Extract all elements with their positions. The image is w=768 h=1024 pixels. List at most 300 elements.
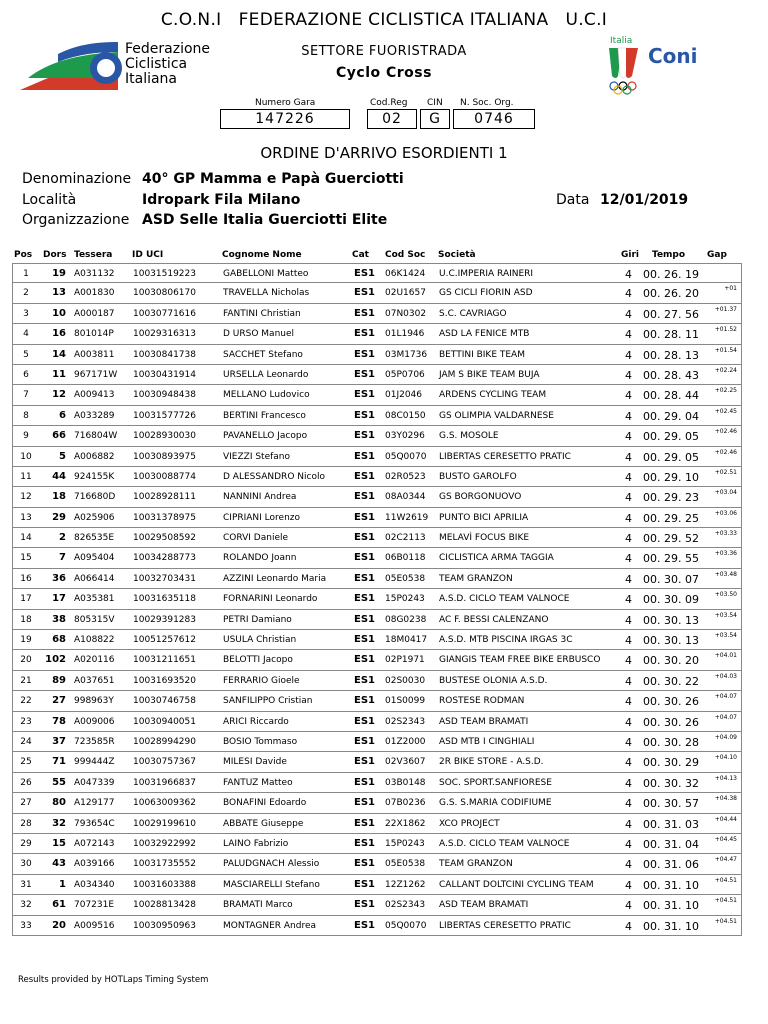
table-row xyxy=(12,916,742,936)
cell-pos: 5 xyxy=(23,349,29,360)
cell-dors: 6 xyxy=(59,409,66,421)
cell-tessera: 716804W xyxy=(74,431,118,442)
cell-cat: ES1 xyxy=(354,572,375,584)
cell-codsoc: 15P0243 xyxy=(385,594,425,605)
cell-codsoc: 05Q0070 xyxy=(385,920,427,931)
cell-dors: 19 xyxy=(52,268,66,279)
cell-pos: 17 xyxy=(20,594,32,605)
cell-dors: 36 xyxy=(52,572,66,584)
numero-gara-label: Numero Gara xyxy=(255,98,316,108)
cell-giri: 4 xyxy=(625,797,632,811)
cell-codsoc: 11W2619 xyxy=(385,512,429,523)
cell-tempo: 00. 30. 26 xyxy=(643,695,699,709)
cell-dors: 89 xyxy=(52,674,66,686)
cell-pos: 14 xyxy=(20,533,32,544)
table-row xyxy=(12,304,742,324)
table-row xyxy=(12,650,742,670)
cell-pos: 1 xyxy=(23,269,29,279)
table-row xyxy=(12,365,742,385)
data-label: Data xyxy=(556,192,590,208)
cell-nome: USULA Christian xyxy=(223,635,297,646)
cell-tessera: A009006 xyxy=(74,716,115,727)
cell-tessera: 716680D xyxy=(74,492,116,503)
cell-cat: ES1 xyxy=(354,654,375,666)
cell-pos: 24 xyxy=(20,736,32,747)
cell-iduci: 10029391283 xyxy=(133,614,196,625)
cell-pos: 22 xyxy=(20,696,32,707)
cell-nome: D URSO Manuel xyxy=(223,329,295,340)
nsoc-label: N. Soc. Org. xyxy=(460,98,514,108)
cell-tessera: 723585R xyxy=(74,736,115,747)
cell-nome: SANFILIPPO Cristian xyxy=(223,696,313,707)
cell-giri: 4 xyxy=(625,491,632,505)
cell-societa: ASD MTB I CINGHIALI xyxy=(439,736,535,747)
table-row xyxy=(12,854,742,874)
cell-cat: ES1 xyxy=(354,532,375,544)
codreg-label: Cod.Reg xyxy=(370,98,408,108)
cell-pos: 6 xyxy=(23,369,29,380)
cell-dors: 32 xyxy=(52,817,66,829)
cell-nome: FANTINI Christian xyxy=(223,308,301,319)
cell-pos: 2 xyxy=(23,288,29,299)
cell-codsoc: 06B0118 xyxy=(385,553,426,564)
cell-nome: FORNARINI Leonardo xyxy=(223,594,318,605)
cell-gap: +02.46 xyxy=(714,448,737,456)
cell-iduci: 10030746758 xyxy=(133,696,196,707)
cell-giri: 4 xyxy=(625,837,632,851)
nsoc-box: 0746 xyxy=(453,109,535,129)
fci-line-1: Federazione xyxy=(125,41,211,57)
cell-dors: 2 xyxy=(59,532,66,544)
cell-iduci: 10028994290 xyxy=(133,736,196,747)
cell-societa: GS BORGONUOVO xyxy=(439,492,522,503)
cell-cat: ES1 xyxy=(354,368,375,380)
cell-giri: 4 xyxy=(625,817,632,831)
cell-gap: +04.09 xyxy=(714,733,737,741)
cell-nome: ABBATE Giuseppe xyxy=(223,818,304,829)
table-row xyxy=(12,324,742,344)
cell-codsoc: 01L1946 xyxy=(385,329,425,340)
cell-gap: +04.10 xyxy=(714,754,737,762)
cell-tempo: 00. 31. 06 xyxy=(643,858,699,872)
cell-pos: 18 xyxy=(20,614,32,625)
cell-giri: 4 xyxy=(625,328,632,342)
cell-nome: CIPRIANI Lorenzo xyxy=(223,512,301,523)
cell-dors: 18 xyxy=(52,491,66,503)
cell-giri: 4 xyxy=(625,613,632,627)
cell-societa: ARDENS CYCLING TEAM xyxy=(439,390,547,401)
cell-giri: 4 xyxy=(625,919,632,933)
cell-cat: ES1 xyxy=(354,511,375,523)
cell-iduci: 10031577726 xyxy=(133,410,196,421)
coni-text: Coni xyxy=(648,44,698,68)
cell-codsoc: 01S0099 xyxy=(385,696,426,707)
cell-giri: 4 xyxy=(625,654,632,668)
cell-tempo: 00. 31. 10 xyxy=(643,899,699,913)
cell-iduci: 10029199610 xyxy=(133,818,196,829)
cell-tessera: 801014P xyxy=(74,329,114,340)
cell-giri: 4 xyxy=(625,450,632,464)
cell-nome: ROLANDO Joann xyxy=(223,553,297,564)
cell-giri: 4 xyxy=(625,899,632,913)
cell-tessera: 924155K xyxy=(74,471,115,482)
cell-societa: MELAVÌ FOCUS BIKE xyxy=(439,533,530,544)
cell-iduci: 10031735552 xyxy=(133,859,196,870)
table-row xyxy=(12,263,742,283)
cell-dors: 14 xyxy=(52,348,66,360)
cell-nome: AZZINI Leonardo Maria xyxy=(223,573,327,584)
localita-value: Idropark Fila Milano xyxy=(142,192,301,208)
cell-tessera: 793654C xyxy=(74,818,115,829)
cell-codsoc: 01J2046 xyxy=(385,390,423,401)
cell-giri: 4 xyxy=(625,776,632,790)
table-row xyxy=(12,487,742,507)
col-header-dors: Dors xyxy=(43,250,67,260)
cell-pos: 27 xyxy=(20,798,32,809)
cell-tempo: 00. 30. 13 xyxy=(643,613,699,627)
cell-nome: GABELLONI Matteo xyxy=(223,269,309,279)
cell-nome: ARICI Riccardo xyxy=(223,716,289,727)
cell-pos: 26 xyxy=(20,777,32,788)
cell-societa: BUSTO GAROLFO xyxy=(439,471,517,482)
cell-societa: GIANGIS TEAM FREE BIKE ERBUSCO xyxy=(439,655,601,666)
cell-cat: ES1 xyxy=(354,491,375,503)
cell-nome: BERTINI Francesco xyxy=(223,410,306,421)
cell-nome: MILESI Davide xyxy=(223,757,287,768)
cell-cat: ES1 xyxy=(354,389,375,401)
document-header-title: C.O.N.I FEDERAZIONE CICLISTICA ITALIANA U.C.I xyxy=(160,10,608,30)
cell-gap: +03.36 xyxy=(714,550,737,558)
cell-tessera: A001830 xyxy=(74,288,115,299)
cell-tempo: 00. 30. 28 xyxy=(643,735,699,749)
cell-giri: 4 xyxy=(625,470,632,484)
cell-dors: 68 xyxy=(52,634,66,646)
cell-nome: MASCIARELLI Stefano xyxy=(223,879,320,890)
cell-cat: ES1 xyxy=(354,307,375,319)
cell-tessera: A039166 xyxy=(74,859,115,870)
cell-nome: VIEZZI Stefano xyxy=(223,451,291,462)
cell-cat: ES1 xyxy=(354,593,375,605)
cell-nome: BELOTTI Jacopo xyxy=(223,655,293,666)
cell-codsoc: 03Y0296 xyxy=(385,431,425,442)
cin-label: CIN xyxy=(427,98,443,108)
cell-cat: ES1 xyxy=(354,715,375,727)
cell-iduci: 10030948438 xyxy=(133,390,196,401)
cell-gap: +04.01 xyxy=(714,652,737,660)
table-row xyxy=(12,569,742,589)
cell-gap: +03.06 xyxy=(714,509,737,517)
cell-tempo: 00. 29. 05 xyxy=(643,450,699,464)
col-header-societa: Società xyxy=(438,250,476,260)
table-row xyxy=(12,447,742,467)
table-row xyxy=(12,589,742,609)
cell-giri: 4 xyxy=(625,552,632,566)
cell-societa: JAM S BIKE TEAM BUJA xyxy=(439,369,540,380)
cell-gap: +03.54 xyxy=(714,632,737,640)
cell-pos: 19 xyxy=(20,635,32,646)
cell-cat: ES1 xyxy=(354,634,375,646)
cell-nome: BONAFINI Edoardo xyxy=(223,798,307,809)
col-header-nome: Cognome Nome xyxy=(222,250,302,260)
cell-pos: 21 xyxy=(20,675,32,686)
cell-societa: ASD TEAM BRAMATI xyxy=(439,716,529,727)
cell-nome: TRAVELLA Nicholas xyxy=(223,288,310,299)
cell-dors: 11 xyxy=(52,368,66,380)
cell-dors: 10 xyxy=(52,307,66,319)
cell-cat: ES1 xyxy=(354,899,375,911)
cell-codsoc: 01Z2000 xyxy=(385,736,426,747)
cell-tessera: A033289 xyxy=(74,410,115,421)
cell-dors: 55 xyxy=(52,776,66,788)
cell-gap: +03.33 xyxy=(714,530,737,538)
cell-tempo: 00. 30. 26 xyxy=(643,715,699,729)
col-header-giri: Giri xyxy=(621,250,639,260)
cell-tessera: A000187 xyxy=(74,308,115,319)
cell-societa: G.S. S.MARIA CODIFIUME xyxy=(439,798,552,809)
cell-cat: ES1 xyxy=(354,348,375,360)
cell-codsoc: 02S0030 xyxy=(385,675,426,686)
sector-label: SETTORE FUORISTRADA xyxy=(301,44,467,59)
localita-label: Località xyxy=(22,192,77,208)
cell-codsoc: 06K1424 xyxy=(385,269,426,279)
cell-dors: 71 xyxy=(52,756,66,768)
cell-dors: 102 xyxy=(45,654,66,666)
cell-dors: 43 xyxy=(52,858,66,870)
cell-giri: 4 xyxy=(625,268,632,281)
cell-societa: TEAM GRANZON xyxy=(439,573,513,584)
table-row xyxy=(12,610,742,630)
cell-pos: 23 xyxy=(20,716,32,727)
cell-gap: +01.37 xyxy=(714,305,737,313)
cell-dors: 66 xyxy=(52,430,66,442)
cell-tessera: A095404 xyxy=(74,553,115,564)
cell-tempo: 00. 28. 11 xyxy=(643,328,699,342)
cell-pos: 20 xyxy=(20,655,32,666)
cell-codsoc: 02C2113 xyxy=(385,533,426,544)
cell-gap: +04.44 xyxy=(714,815,737,823)
cell-dors: 15 xyxy=(52,837,66,849)
cell-nome: BOSIO Tommaso xyxy=(223,736,298,747)
cell-tessera: A047339 xyxy=(74,777,115,788)
cell-societa: ROSTESE RODMAN xyxy=(439,696,525,707)
discipline-label: Cyclo Cross xyxy=(336,65,432,81)
cell-tempo: 00. 30. 32 xyxy=(643,776,699,790)
table-row xyxy=(12,671,742,691)
cell-cat: ES1 xyxy=(354,470,375,482)
cell-iduci: 10028930030 xyxy=(133,431,196,442)
cell-gap: +04.51 xyxy=(714,897,737,905)
cell-dors: 29 xyxy=(52,511,66,523)
cell-iduci: 10030893975 xyxy=(133,451,196,462)
cell-gap: +04.51 xyxy=(714,876,737,884)
cell-gap: +04.38 xyxy=(714,795,737,803)
numero-gara-box: 147226 xyxy=(220,109,350,129)
cell-iduci: 10031603388 xyxy=(133,879,196,890)
cell-iduci: 10030841738 xyxy=(133,349,196,360)
cell-codsoc: 02S2343 xyxy=(385,716,426,727)
cell-codsoc: 05Q0070 xyxy=(385,451,427,462)
cell-dors: 78 xyxy=(52,715,66,727)
cell-tempo: 00. 28. 13 xyxy=(643,348,699,362)
cell-tempo: 00. 31. 10 xyxy=(643,919,699,933)
page-title: ORDINE D'ARRIVO ESORDIENTI 1 xyxy=(260,144,508,162)
cell-tempo: 00. 28. 43 xyxy=(643,368,699,382)
cell-iduci: 10031519223 xyxy=(133,269,196,279)
organizzazione-label: Organizzazione xyxy=(22,212,130,228)
cell-pos: 12 xyxy=(20,492,32,503)
table-row xyxy=(12,426,742,446)
cell-societa: GS CICLI FIORIN ASD xyxy=(439,288,533,299)
cell-dors: 38 xyxy=(52,613,66,625)
cell-societa: CICLISTICA ARMA TAGGIA xyxy=(439,553,554,564)
cell-societa: TEAM GRANZON xyxy=(439,859,513,870)
cell-iduci: 10034288773 xyxy=(133,553,196,564)
denominazione-value: 40° GP Mamma e Papà Guerciotti xyxy=(142,171,404,187)
cell-pos: 3 xyxy=(23,308,29,319)
cell-cat: ES1 xyxy=(354,674,375,686)
cell-tempo: 00. 29. 10 xyxy=(643,470,699,484)
cell-tempo: 00. 30. 07 xyxy=(643,572,699,586)
cell-codsoc: 18M0417 xyxy=(385,635,428,646)
cell-iduci: 10031635118 xyxy=(133,594,196,605)
cell-societa: A.S.D. CICLO TEAM VALNOCE xyxy=(439,838,570,849)
organizzazione-value: ASD Selle Italia Guerciotti Elite xyxy=(142,212,388,228)
cell-codsoc: 15P0243 xyxy=(385,838,425,849)
cell-pos: 13 xyxy=(20,512,32,523)
coni-logo xyxy=(606,36,716,100)
cell-codsoc: 03M1736 xyxy=(385,349,428,360)
col-header-pos: Pos xyxy=(14,250,33,260)
cell-tempo: 00. 29. 23 xyxy=(643,491,699,505)
cell-societa: BETTINI BIKE TEAM xyxy=(439,349,525,360)
cell-tessera: A037651 xyxy=(74,675,115,686)
cell-giri: 4 xyxy=(625,715,632,729)
table-row xyxy=(12,345,742,365)
cell-codsoc: 08C0150 xyxy=(385,410,426,421)
cell-iduci: 10030771616 xyxy=(133,308,196,319)
cell-codsoc: 02R0523 xyxy=(385,471,426,482)
cell-tessera: A034340 xyxy=(74,879,115,890)
cell-cat: ES1 xyxy=(354,735,375,747)
cell-tessera: A009516 xyxy=(74,920,115,931)
cell-nome: NANNINI Andrea xyxy=(223,492,297,503)
cell-cat: ES1 xyxy=(354,695,375,707)
cell-gap: +04.45 xyxy=(714,835,737,843)
cell-societa: A.S.D. CICLO TEAM VALNOCE xyxy=(439,594,570,605)
cell-nome: D ALESSANDRO Nicolo xyxy=(223,471,325,482)
cell-societa: U.C.IMPERIA RAINERI xyxy=(439,269,534,279)
cell-cat: ES1 xyxy=(354,409,375,421)
cell-cat: ES1 xyxy=(354,328,375,340)
cell-societa: LIBERTAS CERESETTO PRATIC xyxy=(439,920,571,931)
cell-nome: MONTAGNER Andrea xyxy=(223,920,317,931)
cell-cat: ES1 xyxy=(354,817,375,829)
cell-codsoc: 02U1657 xyxy=(385,288,426,299)
cell-cat: ES1 xyxy=(354,287,375,299)
cell-iduci: 10030431914 xyxy=(133,369,196,380)
cell-codsoc: 02V3607 xyxy=(385,757,426,768)
cell-dors: 16 xyxy=(52,328,66,340)
table-row xyxy=(12,752,742,772)
table-row xyxy=(12,773,742,793)
cell-tessera: 967171W xyxy=(74,369,118,380)
cell-pos: 16 xyxy=(20,573,32,584)
table-row xyxy=(12,814,742,834)
table-row xyxy=(12,630,742,650)
cell-tempo: 00. 30. 57 xyxy=(643,797,699,811)
cell-gap: +04.03 xyxy=(714,672,737,680)
cell-tempo: 00. 30. 13 xyxy=(643,634,699,648)
cell-nome: FANTUZ Matteo xyxy=(223,777,293,788)
fci-line-2: Ciclistica xyxy=(125,56,188,72)
cell-societa: ASD TEAM BRAMATI xyxy=(439,900,529,911)
cell-dors: 13 xyxy=(52,287,66,299)
cell-giri: 4 xyxy=(625,287,632,301)
cell-tempo: 00. 29. 52 xyxy=(643,532,699,546)
cell-iduci: 10029316313 xyxy=(133,329,196,340)
cell-tessera: A035381 xyxy=(74,594,115,605)
cell-nome: MELLANO Ludovico xyxy=(223,390,310,401)
cell-iduci: 10032703431 xyxy=(133,573,196,584)
cell-gap: +02.24 xyxy=(714,366,737,374)
cell-giri: 4 xyxy=(625,572,632,586)
cell-iduci: 10031966837 xyxy=(133,777,196,788)
cell-tempo: 00. 29. 04 xyxy=(643,409,699,423)
cell-societa: XCO PROJECT xyxy=(439,818,500,829)
cell-giri: 4 xyxy=(625,389,632,403)
cell-tessera: A020116 xyxy=(74,655,115,666)
cell-gap: +02.25 xyxy=(714,387,737,395)
cell-codsoc: 08A0344 xyxy=(385,492,426,503)
col-header-gap: Gap xyxy=(707,250,727,260)
table-row xyxy=(12,283,742,303)
cell-cat: ES1 xyxy=(354,450,375,462)
cell-dors: 17 xyxy=(52,593,66,605)
cell-tempo: 00. 30. 09 xyxy=(643,593,699,607)
cell-pos: 30 xyxy=(20,859,32,870)
cell-tessera: A066414 xyxy=(74,573,115,584)
cell-tessera: 805315V xyxy=(74,614,115,625)
cell-tempo: 00. 30. 22 xyxy=(643,674,699,688)
table-row xyxy=(12,548,742,568)
table-row xyxy=(12,385,742,405)
cell-iduci: 10030757367 xyxy=(133,757,196,768)
cell-dors: 12 xyxy=(52,389,66,401)
cell-iduci: 10028928111 xyxy=(133,492,196,503)
cell-iduci: 10031211651 xyxy=(133,655,196,666)
cell-pos: 11 xyxy=(20,471,32,482)
cell-iduci: 10063009362 xyxy=(133,798,196,809)
codreg-box: 02 xyxy=(367,109,417,129)
cell-tessera: 707231E xyxy=(74,900,115,911)
cell-pos: 28 xyxy=(20,818,32,829)
cell-gap: +04.13 xyxy=(714,774,737,782)
cell-codsoc: 03B0148 xyxy=(385,777,426,788)
cell-cat: ES1 xyxy=(354,837,375,849)
cell-cat: ES1 xyxy=(354,776,375,788)
cell-societa: LIBERTAS CERESETTO PRATIC xyxy=(439,451,571,462)
cell-gap: +03.50 xyxy=(714,591,737,599)
cell-pos: 8 xyxy=(23,410,29,421)
cell-codsoc: 12Z1262 xyxy=(385,879,426,890)
cell-codsoc: 02P1971 xyxy=(385,655,425,666)
cell-iduci: 10051257612 xyxy=(133,635,196,646)
cell-giri: 4 xyxy=(625,878,632,892)
cell-iduci: 10031693520 xyxy=(133,675,196,686)
cell-nome: PETRI Damiano xyxy=(223,614,292,625)
cell-tempo: 00. 29. 25 xyxy=(643,511,699,525)
table-row xyxy=(12,508,742,528)
